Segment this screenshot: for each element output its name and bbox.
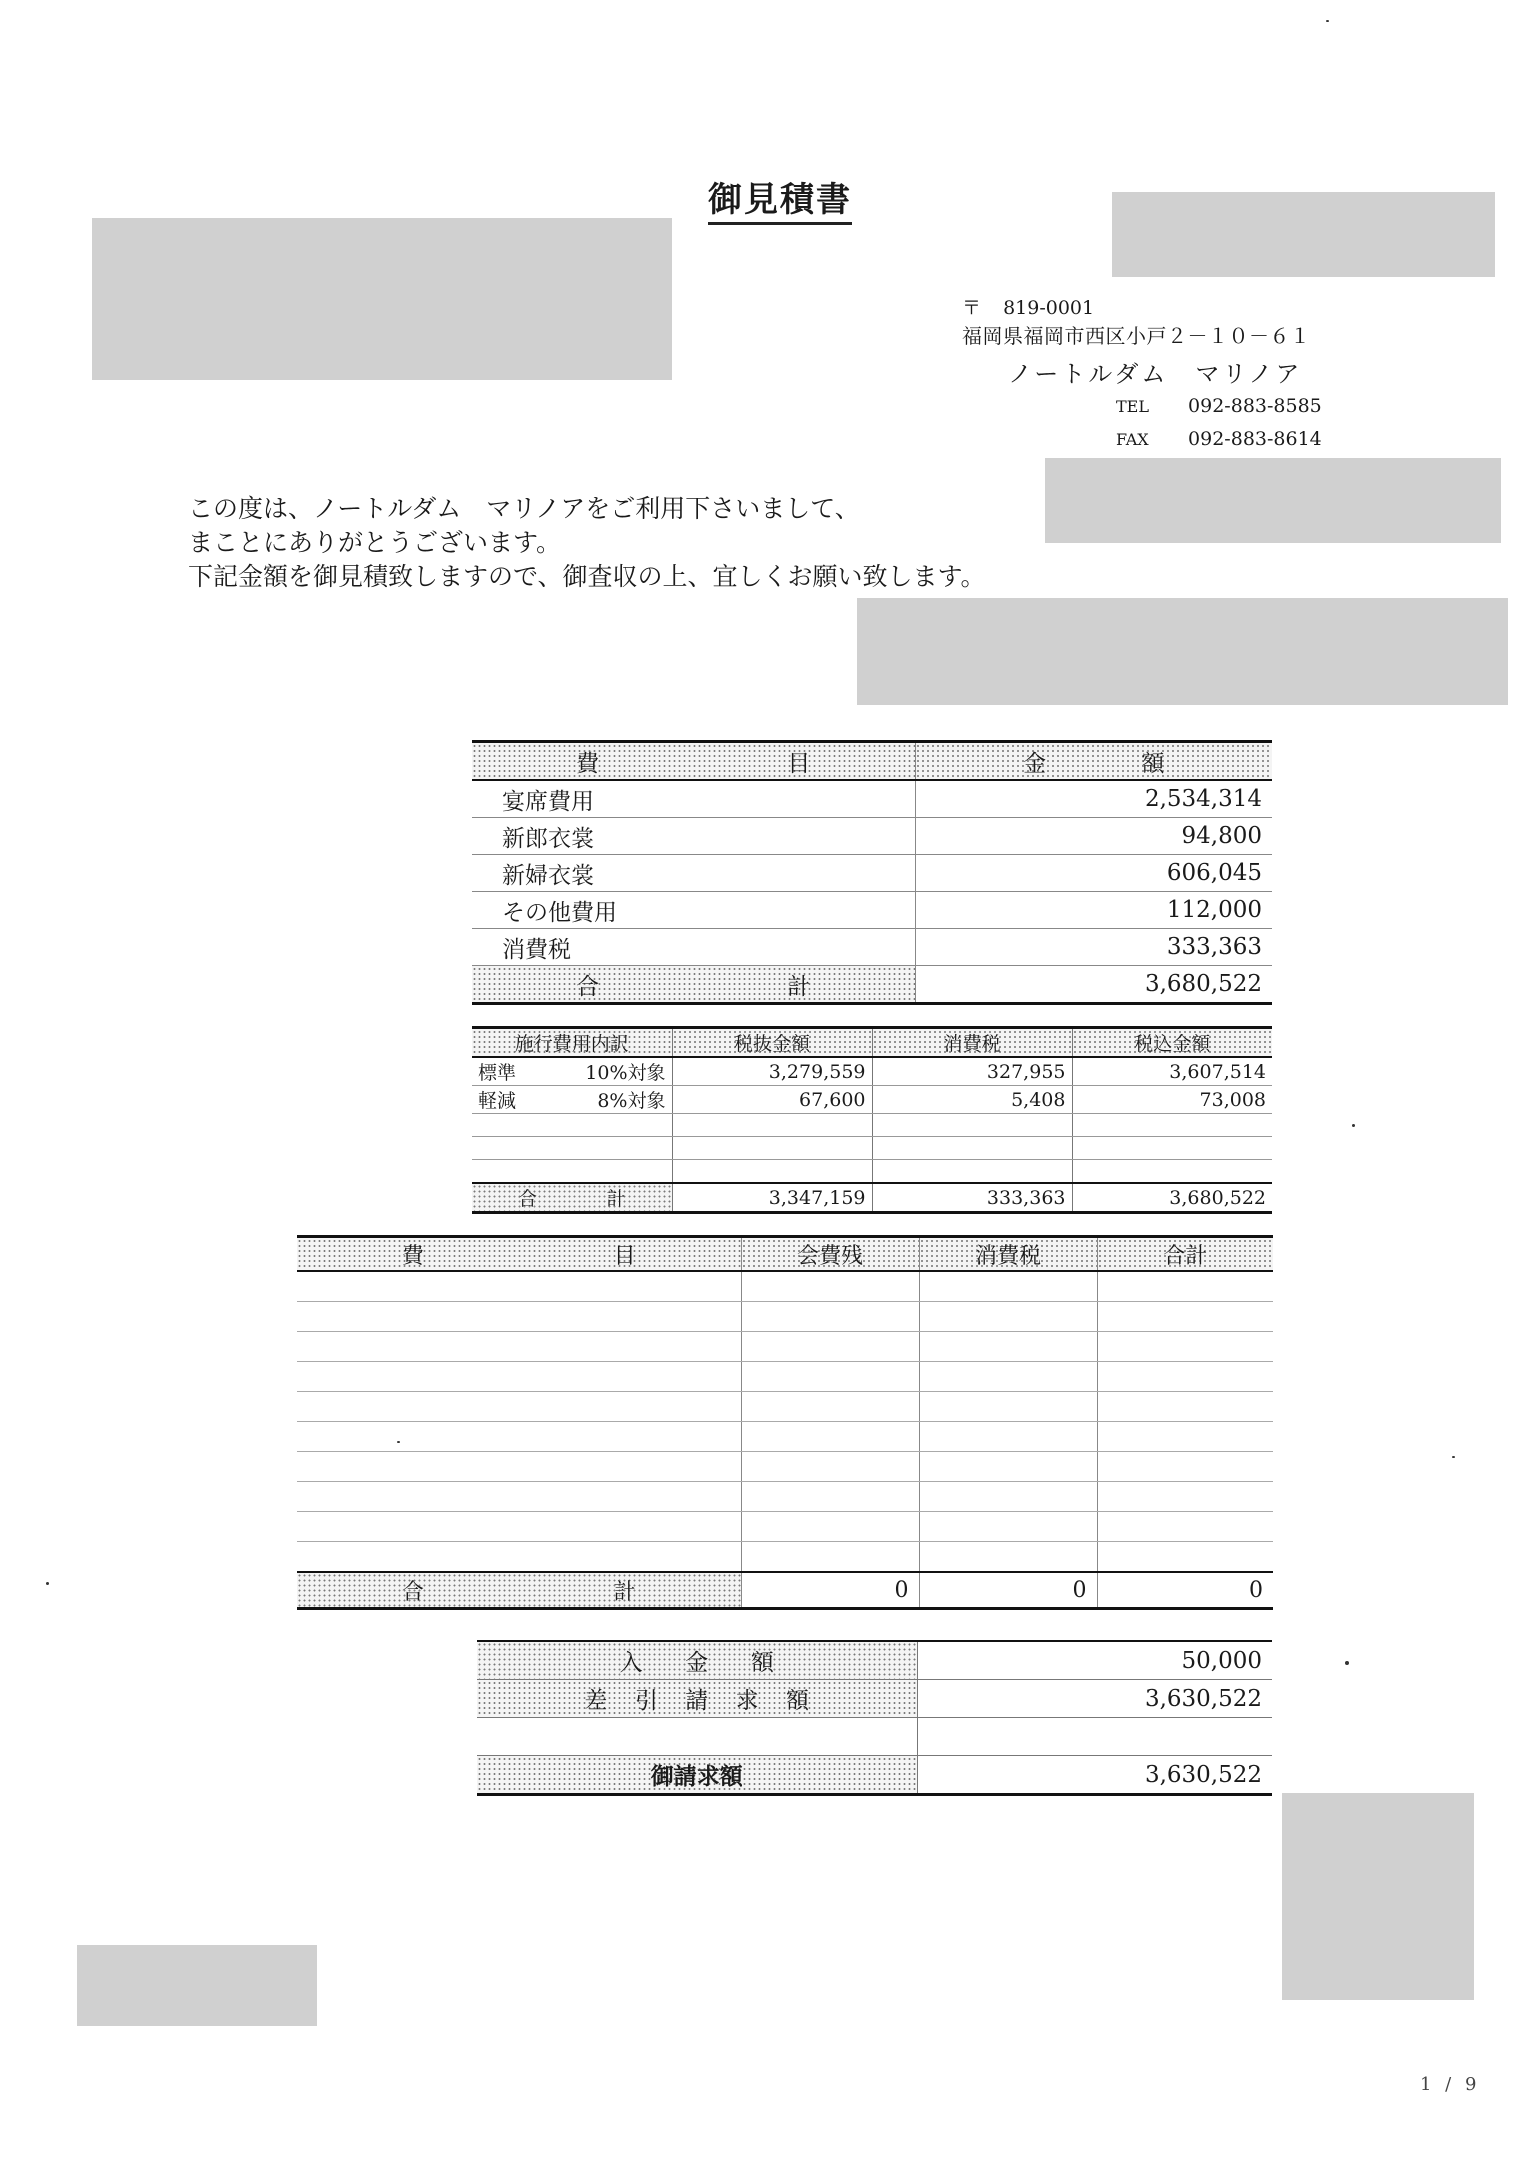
spacer-row [477,1718,1272,1756]
scan-speck [46,1582,49,1585]
summary-item: 新婦衣裳 [472,855,915,892]
postal-code: 819-0001 [1003,297,1095,319]
redacted-note-block [77,1945,317,2026]
fees-header-row [297,1237,1273,1272]
redacted-seal-block [1282,1793,1474,2000]
table-row [297,1542,1273,1573]
fees-header-total: 合計 [1097,1237,1273,1272]
table-row [297,1482,1273,1512]
fees-header-tax: 消費税 [919,1237,1097,1272]
tax-total-gross: 3,680,522 [1072,1183,1272,1213]
postal-mark: 〒 [962,297,982,319]
tax-total-label: 合 計 [472,1183,672,1213]
table-row [297,1392,1273,1422]
deposit-row [477,1641,1272,1680]
summary-item: 新郎衣裳 [472,818,915,855]
tax-row-tax: 327,955 [872,1057,1072,1086]
tax-row-label: 標準 10%対象 [472,1057,672,1086]
table-row [472,892,1272,929]
fees-total-label: 合 計 [297,1572,741,1609]
invoice-label: 御請求額 [477,1756,917,1795]
table-row [297,1362,1273,1392]
tax-header-gross: 税込金額 [1072,1028,1272,1058]
balance-amount: 3,630,522 [917,1680,1272,1718]
summary-amount: 333,363 [915,929,1272,966]
scan-speck [397,1441,400,1443]
table-row [472,1137,1272,1160]
table-row [297,1512,1273,1542]
company-name: ノートルダム マリノア [1008,360,1303,388]
fees-header-item: 費 目 [297,1237,741,1272]
summary-table [472,740,1272,1005]
intro-line-2: まことにありがとうございます。 [188,528,562,557]
tax-row-net: 3,279,559 [672,1057,872,1086]
intro-line-1: この度は、ノートルダム マリノアをご利用下さいまして、 [188,494,860,523]
fees-total-sum: 0 [1097,1572,1273,1609]
fees-total-tax: 0 [919,1572,1097,1609]
billing-table [477,1640,1272,1796]
tax-row-gross: 73,008 [1072,1086,1272,1114]
tax-row-net: 67,600 [672,1086,872,1114]
intro-line-3: 下記金額を御見積致しますので、御査収の上、宜しくお願い致します。 [188,562,986,591]
tax-header-breakdown: 施行費用内訳 [472,1028,672,1058]
tax-header-tax: 消費税 [872,1028,1072,1058]
scan-speck [1352,1124,1355,1127]
balance-label: 差 引 請 求 額 [477,1680,917,1718]
tax-total-net: 3,347,159 [672,1183,872,1213]
tel-line [1116,392,1322,421]
table-row [472,855,1272,892]
table-row [297,1452,1273,1482]
fax-line [1116,425,1322,454]
tax-header-row [472,1028,1272,1058]
redacted-contact-block [857,598,1508,705]
tax-header-net: 税抜金額 [672,1028,872,1058]
tax-total-row [472,1183,1272,1213]
summary-amount: 606,045 [915,855,1272,892]
fees-table [297,1235,1273,1610]
tel-label: TEL [1116,397,1149,416]
table-row [297,1302,1273,1332]
summary-item: 宴席費用 [472,780,915,818]
summary-amount: 112,000 [915,892,1272,929]
fax-number: 092-883-8614 [1188,428,1322,450]
summary-item: その他費用 [472,892,915,929]
redacted-recipient-block [92,218,672,380]
summary-amount: 2,534,314 [915,780,1272,818]
table-row [472,1086,1272,1114]
deposit-amount: 50,000 [917,1641,1272,1680]
fees-total-row [297,1572,1273,1609]
table-row [472,929,1272,966]
tax-row-tax: 5,408 [872,1086,1072,1114]
table-row [472,818,1272,855]
redacted-stamp-block [1045,458,1501,543]
table-row [472,780,1272,818]
scan-speck [1452,1456,1455,1458]
tax-row-gross: 3,607,514 [1072,1057,1272,1086]
tax-breakdown-table [472,1026,1272,1214]
tel-number: 092-883-8585 [1188,395,1322,417]
fax-label: FAX [1116,430,1149,449]
page-number: 1 / 9 [1420,2074,1481,2095]
scan-speck [1326,20,1329,22]
company-address: 福岡県福岡市西区小戸２－１０－６１ [962,324,1311,348]
summary-header-row [472,742,1272,781]
summary-header-item: 費 目 [472,742,915,781]
summary-item: 消費税 [472,929,915,966]
table-row [472,1114,1272,1137]
fees-total-remaining: 0 [741,1572,919,1609]
summary-total-label: 合 計 [472,966,915,1004]
invoice-amount: 3,630,522 [917,1756,1272,1795]
table-row [297,1271,1273,1302]
postal-code-line [962,294,1094,322]
table-row [297,1332,1273,1362]
deposit-label: 入 金 額 [477,1641,917,1680]
summary-total-amount: 3,680,522 [915,966,1272,1004]
summary-amount: 94,800 [915,818,1272,855]
table-row [297,1422,1273,1452]
summary-total-row [472,966,1272,1004]
intro-text [188,492,986,594]
tax-row-label: 軽減 8%対象 [472,1086,672,1114]
table-row [472,1160,1272,1184]
table-row [472,1057,1272,1086]
invoice-row [477,1756,1272,1795]
tax-total-tax: 333,363 [872,1183,1072,1213]
scan-speck [1345,1661,1349,1665]
summary-header-amount: 金 額 [915,742,1272,781]
fees-header-remaining: 会費残 [741,1237,919,1272]
document-title: 御見積書 [0,172,1530,221]
balance-row [477,1680,1272,1718]
